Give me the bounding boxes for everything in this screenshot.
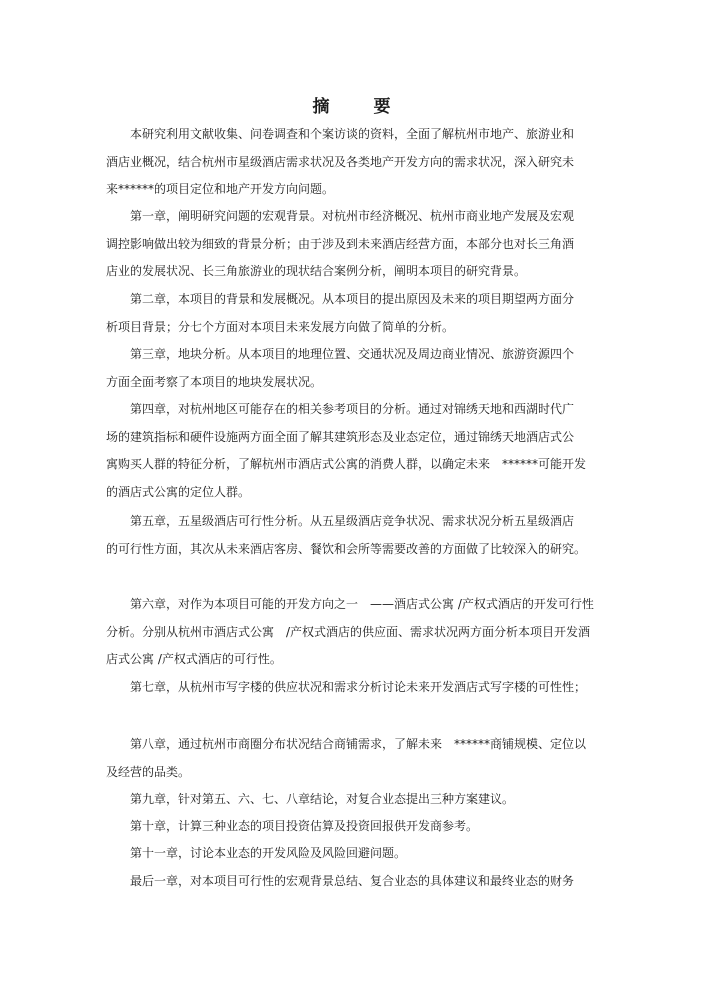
text-line: 分析。分别从杭州市酒店式公寓 /产权式酒店的供应面、需求状况两方面分析本项目开发酒: [106, 624, 591, 639]
abstract-paragraph-chapter-10: [106, 813, 598, 841]
text-line: 第九章，针对第五、六、七、八章结论，对复合业态提出三种方案建议。: [130, 792, 515, 806]
text-line: 第五章，五星级酒店可行性分析。从五星级酒店竞争状况、需求状况分析五星级酒店: [130, 514, 575, 528]
text-line: 第八章，通过杭州市商圈分布状况结合商铺需求，了解未来 ******商铺规模、定位以: [130, 737, 587, 751]
text-line: 店业的发展状况、长三角旅游业的现状结合案例分析，阐明本项目的研究背景。: [106, 264, 527, 278]
page-title: [0, 92, 703, 117]
text-line: 析项目背景；分七个方面对本项目未来发展方向做了简单的分析。: [106, 319, 455, 334]
abstract-paragraph-chapter-6: [106, 591, 598, 674]
text-line: 场的建筑指标和硬件设施两方面全面了解其建筑形态及业态定位，通过锦绣天地酒店式公: [106, 429, 575, 444]
abstract-paragraph-chapter-3: [106, 341, 598, 396]
abstract-paragraph-chapter-11: [106, 840, 598, 868]
abstract-paragraph-chapter-2: [106, 286, 598, 341]
text-line: 第一章，阐明研究问题的宏观背景。对杭州市经济概况、杭州市商业地产发展及宏观: [130, 209, 575, 223]
text-line: 第七章，从杭州市写字楼的供应状况和需求分析讨论未来开发酒店式写字楼的可性性；: [130, 680, 587, 694]
text-line: 第十一章，讨论本业态的开发风险及风险回避问题。: [130, 846, 407, 860]
text-line: 来******的项目定位和地产开发方向问题。: [106, 182, 335, 196]
text-line: 方面全面考察了本项目的地块发展状况。: [106, 374, 323, 389]
abstract-paragraph-chapter-1: [106, 203, 598, 286]
title-char-1: 摘: [312, 97, 330, 117]
text-line: 的可行性方面，其次从未来酒店客房、餐饮和会所等需要改善的方面做了比较深入的研究。: [106, 541, 587, 556]
text-line: 最后一章，对本项目可行性的宏观背景总结、复合业态的具体建议和最终业态的财务: [130, 874, 575, 888]
abstract-paragraph-chapter-5: [106, 508, 598, 563]
abstract-paragraph-final-chapter: [106, 868, 598, 896]
title-char-2: 要: [373, 97, 391, 117]
text-line: 第十章，计算三种业态的项目投资估算及投资回报供开发商参考。: [130, 819, 479, 833]
text-line: 的酒店式公寓的定位人群。: [106, 484, 251, 499]
text-line: 第二章，本项目的背景和发展概况。从本项目的提出原因及未来的项目期望两方面分: [130, 292, 575, 306]
abstract-paragraph-intro: [106, 121, 598, 204]
text-line: 第三章，地块分析。从本项目的地理位置、交通状况及周边商业情况、旅游资源四个: [130, 347, 575, 361]
abstract-paragraph-chapter-4: [106, 396, 598, 506]
text-line: 调控影响做出较为细致的背景分析；由于涉及到未来酒店经营方面，本部分也对长三角酒: [106, 236, 575, 251]
text-line: 及经营的品类。: [106, 764, 191, 779]
text-line: 酒店业概况，结合杭州市星级酒店需求状况及各类地产开发方向的需求状况，深入研究未: [106, 154, 575, 169]
abstract-paragraph-chapter-7: [106, 674, 598, 702]
text-line: 寓购买人群的特征分析，了解杭州市酒店式公寓的消费人群，以确定未来 ******可能开发: [106, 457, 587, 471]
text-line: 店式公寓 /产权式酒店的可行性。: [106, 652, 282, 666]
text-line: 本研究利用文献收集、问卷调查和个案访谈的资料，全面了解杭州市地产、旅游业和: [130, 127, 575, 141]
abstract-paragraph-chapter-8: [106, 731, 598, 786]
text-line: 第四章，对杭州地区可能存在的相关参考项目的分析。通过对锦绣天地和西湖时代广: [130, 402, 575, 416]
text-line: 第六章，对作为本项目可能的开发方向之一 ——酒店式公寓 /产权式酒店的开发可行性: [130, 597, 594, 611]
abstract-paragraph-chapter-9: [106, 786, 598, 814]
